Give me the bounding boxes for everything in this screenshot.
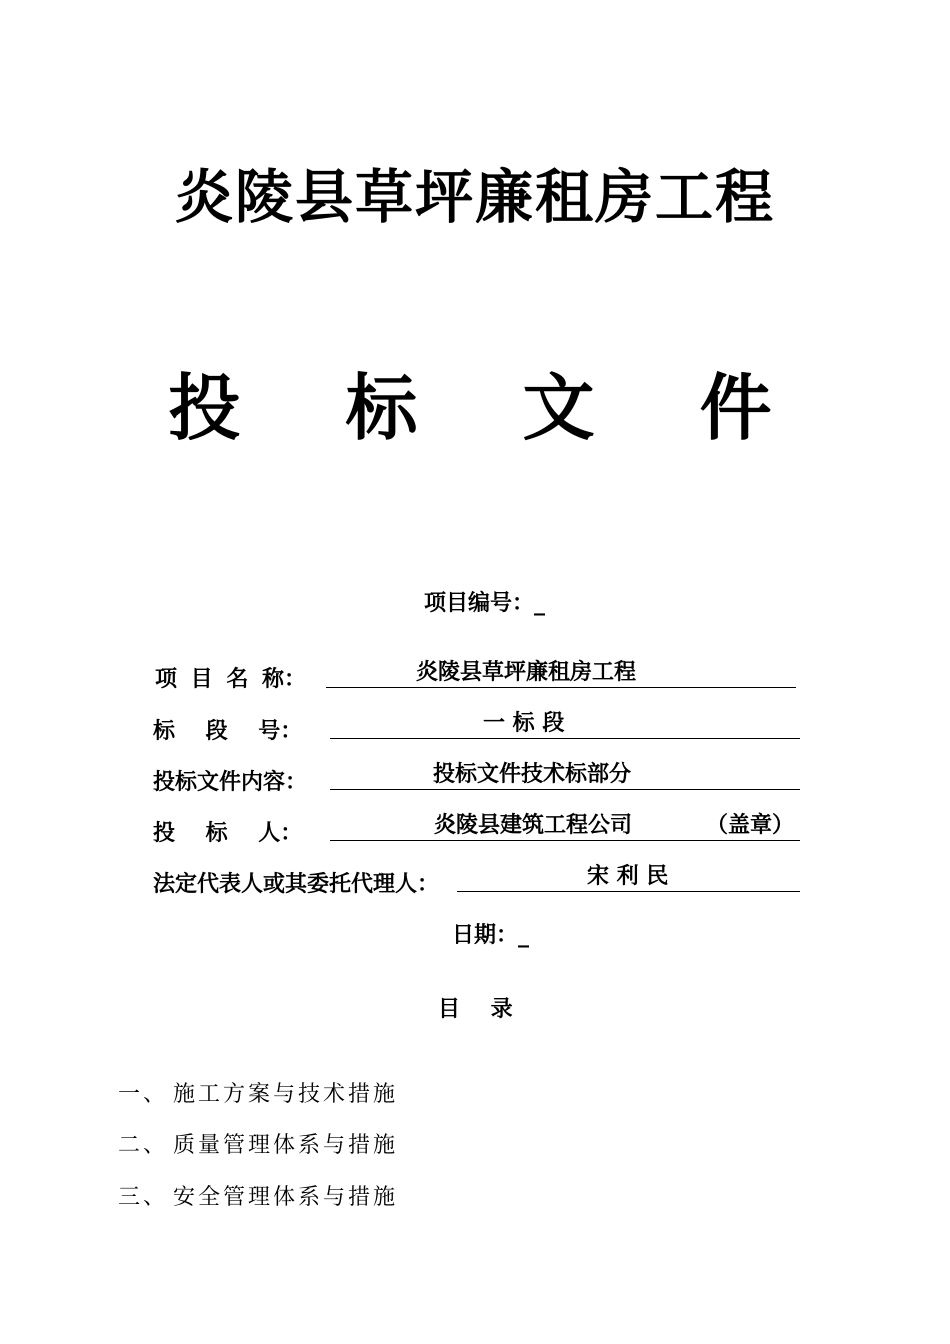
bidder-label: 投 标 人： xyxy=(153,820,303,846)
toc-item-text: 质量管理体系与措施 xyxy=(173,1133,399,1158)
toc-item-text: 安全管理体系与措施 xyxy=(173,1185,399,1210)
representative-label: 法定代表人或其委托代理人： xyxy=(153,871,440,897)
bidder-field xyxy=(330,810,800,841)
date-line xyxy=(452,918,529,949)
project-name-field xyxy=(326,657,796,688)
project-number-label: 项目编号： xyxy=(424,590,535,616)
toc-item xyxy=(118,1128,398,1159)
seal-note: （盖章） xyxy=(706,812,795,838)
toc-item xyxy=(118,1180,398,1211)
content-value: 投标文件技术标部分 xyxy=(433,761,632,787)
content-label: 投标文件内容： xyxy=(153,769,308,795)
toc-item xyxy=(118,1077,398,1108)
bidder-value: 炎陵县建筑工程公司 xyxy=(434,812,633,838)
toc-item-number: 一、 xyxy=(118,1082,169,1107)
project-number-value: _ xyxy=(534,590,546,616)
section-number-field xyxy=(330,708,800,739)
content-field xyxy=(330,759,800,790)
section-number-value: 一 标 段 xyxy=(483,710,565,736)
toc-item-text: 施工方案与技术措施 xyxy=(173,1082,399,1107)
project-name-label: 项 目 名 称： xyxy=(155,666,306,692)
section-number-label: 标 段 号： xyxy=(153,718,303,744)
date-label: 日期： xyxy=(452,922,519,948)
document-title: 投 标 文 件 xyxy=(168,365,812,450)
date-value: _ xyxy=(518,922,530,948)
project-title: 炎陵县草坪廉租房工程 xyxy=(174,163,775,231)
representative-field xyxy=(457,861,800,892)
project-number-line xyxy=(424,586,545,617)
toc-item-number: 二、 xyxy=(118,1133,169,1158)
project-name-value: 炎陵县草坪廉租房工程 xyxy=(416,659,637,685)
toc-item-number: 三、 xyxy=(118,1185,169,1210)
toc-title: 目 录 xyxy=(438,996,513,1022)
representative-value: 宋 利 民 xyxy=(587,863,669,889)
